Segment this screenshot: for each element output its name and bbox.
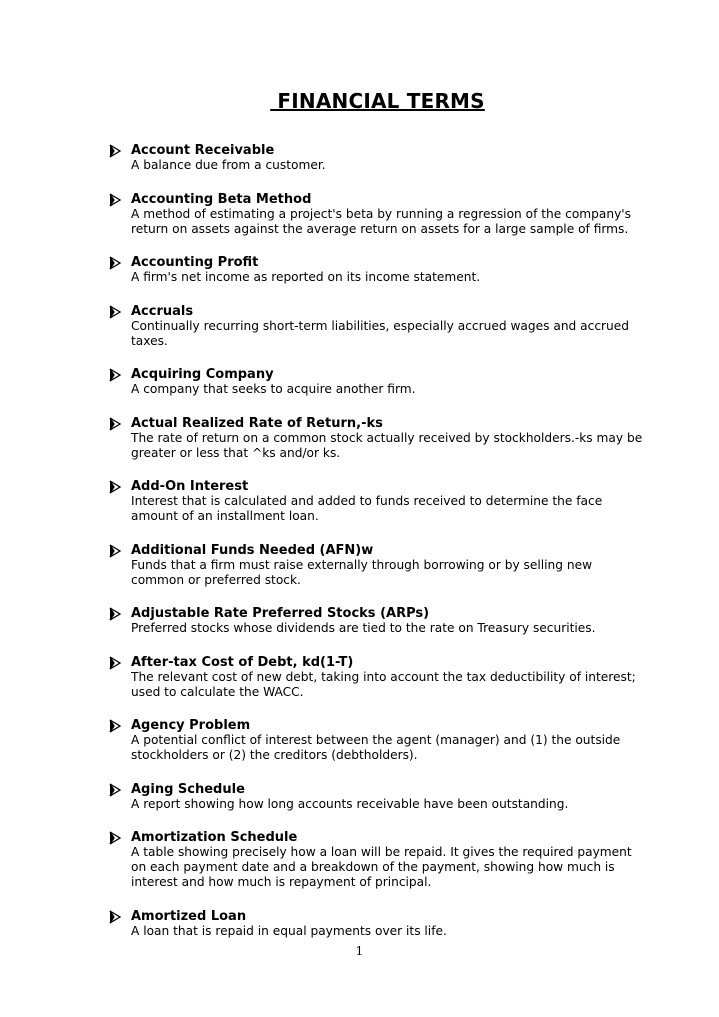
term-entry <box>108 416 648 461</box>
term-definition: Funds that a firm must raise externally through borrowing or by selling new common or preferred stock. <box>131 557 593 587</box>
term-name: Amortization Schedule <box>131 830 298 845</box>
arrowhead-bullet-icon <box>108 910 122 924</box>
term-entry <box>108 782 648 812</box>
term-entry <box>108 192 648 237</box>
term-entry <box>108 367 648 397</box>
term-entry <box>108 606 648 636</box>
arrowhead-bullet-icon <box>108 831 122 845</box>
term-definition: A firm's net income as reported on its income statement. <box>131 270 481 284</box>
term-name: After-tax Cost of Debt, kd(1-T) <box>131 654 354 670</box>
term-name: Amortized Loan <box>131 908 247 924</box>
arrowhead-bullet-icon <box>108 305 122 319</box>
term-definition: Preferred stocks whose dividends are tied to the rate on Treasury securities. <box>131 621 596 635</box>
term-definition: A company that seeks to acquire another firm. <box>131 382 416 396</box>
arrowhead-bullet-icon <box>108 193 122 207</box>
arrowhead-bullet-icon <box>108 256 122 270</box>
term-entry <box>108 718 648 763</box>
term-definition: The relevant cost of new debt, taking into account the tax deductibility of interest; used to calculate the WACC. <box>131 669 636 699</box>
term-name: Accruals <box>131 303 194 319</box>
term-name: Add-On Interest <box>131 479 249 494</box>
arrowhead-bullet-icon <box>108 607 122 621</box>
term-name: Additional Funds Needed (AFN)w <box>131 542 374 558</box>
page-number: 1 <box>355 944 364 958</box>
terms-list <box>108 143 648 957</box>
arrowhead-bullet-icon <box>108 544 122 558</box>
term-entry <box>108 479 648 524</box>
arrowhead-bullet-icon <box>108 368 122 382</box>
arrowhead-bullet-icon <box>108 417 122 431</box>
term-name: Actual Realized Rate of Return,-ks <box>131 415 383 431</box>
term-definition: A balance due from a customer. <box>131 158 326 172</box>
term-definition: A loan that is repaid in equal payments over its life. <box>131 923 447 938</box>
term-definition: A method of estimating a project's beta by running a regression of the company's return on assets against the average return on assets for a large sample of firms. <box>131 206 631 236</box>
term-name: Aging Schedule <box>131 781 245 797</box>
term-name: Accounting Profit <box>131 255 259 270</box>
term-name: Agency Problem <box>131 718 251 733</box>
term-definition: A report showing how long accounts receivable have been outstanding. <box>131 796 569 811</box>
term-entry <box>108 255 648 285</box>
arrowhead-bullet-icon <box>108 480 122 494</box>
arrowhead-bullet-icon <box>108 144 122 158</box>
arrowhead-bullet-icon <box>108 656 122 670</box>
arrowhead-bullet-icon <box>108 783 122 797</box>
term-definition: A table showing precisely how a loan will be repaid. It gives the required payment on each payment date and a breakdown of the payment, showing how much is interest and how much is repayment of principal. <box>131 845 632 889</box>
term-entry <box>108 543 648 588</box>
term-entry <box>108 143 648 173</box>
page-title: FINANCIAL TERMS <box>270 89 485 113</box>
term-name: Adjustable Rate Preferred Stocks (ARPs) <box>131 606 430 621</box>
term-name: Account Receivable <box>131 143 275 158</box>
term-definition: The rate of return on a common stock actually received by stockholders.-ks may be greater or less that ^ks and/or ks. <box>131 430 643 460</box>
term-entry <box>108 304 648 349</box>
term-name: Accounting Beta Method <box>131 191 312 207</box>
term-definition: A potential conflict of interest between the agent (manager) and (1) the outside stockholders or (2) the creditors (debtholders). <box>131 733 621 762</box>
term-entry <box>108 830 648 890</box>
arrowhead-bullet-icon <box>108 719 122 733</box>
term-entry <box>108 655 648 700</box>
term-definition: Continually recurring short-term liabilities, especially accrued wages and accrued taxes. <box>131 318 630 348</box>
term-name: Acquiring Company <box>131 367 274 382</box>
term-definition: Interest that is calculated and added to funds received to determine the face amount of an installment loan. <box>131 494 603 523</box>
term-entry <box>108 909 648 939</box>
